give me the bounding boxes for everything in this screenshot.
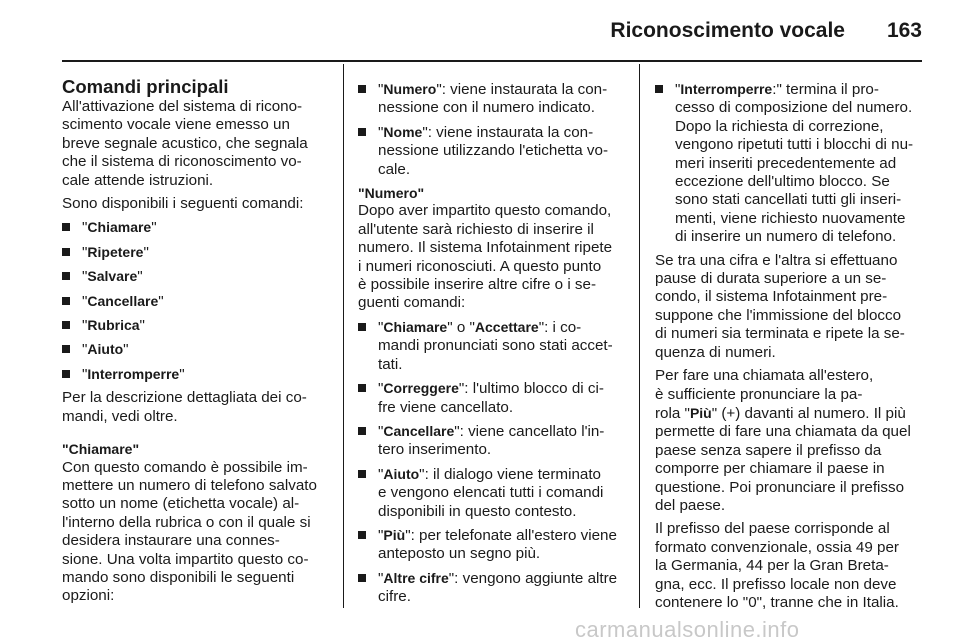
text-line: l'interno della rubrica o con il quale si: [62, 513, 311, 531]
text-line: breve segnale acustico, che segnala: [62, 134, 308, 152]
command-item: "Chiamare": [62, 218, 328, 237]
text-line: è sufficiente pronunciare la pa-: [655, 385, 863, 403]
bullet-icon: [62, 370, 70, 378]
text-line: suppone che l'immissione del blocco: [655, 306, 902, 324]
section-heading: Comandi principali: [62, 76, 229, 97]
bullet-icon: [62, 223, 70, 231]
text-line: Per fare una chiamata all'estero,: [655, 367, 874, 385]
column-1: [62, 76, 328, 606]
bullet-icon: [358, 574, 366, 582]
section-title: Riconoscimento vocale: [610, 19, 845, 42]
text-line: la Germania, 44 per la Gran Breta-: [655, 557, 889, 575]
bullet-icon: [62, 248, 70, 256]
text-line: Per la descrizione dettagliata dei co-: [62, 389, 307, 407]
command-item: "Salvare": [62, 267, 328, 286]
text-line: condo, il sistema Infotainment pre-: [655, 288, 888, 306]
subsection-heading: "Numero": [358, 185, 425, 202]
text-line: gna, ecc. Il prefisso locale non deve: [655, 575, 897, 593]
text-line: cale attende istruzioni.: [62, 171, 214, 189]
bullet-icon: [62, 345, 70, 353]
command-item: "Aiuto": [62, 340, 328, 359]
text-line: desidera instaurare una connes-: [62, 532, 280, 550]
option-item: "Numero": viene instaurata la con- nessione con il numero indicato.: [358, 80, 624, 118]
page-number: 163: [886, 19, 922, 42]
text-line: mettere un numero di telefono salvato: [62, 476, 317, 494]
command-item: "Ripetere": [62, 243, 328, 262]
command-item: "Rubrica": [62, 316, 328, 335]
column-divider-1: [343, 64, 344, 608]
option-item: "Aiuto": il dialogo viene terminato e vengono elencati tutti i comandi disponibili in questo contesto.: [358, 465, 624, 521]
text-line: Dopo aver impartito questo comando,: [358, 202, 612, 220]
column-3: [655, 80, 923, 612]
text-line: pause di durata superiore a un se-: [655, 270, 887, 288]
option-item: "Nome": viene instaurata la con- nessione utilizzando l'etichetta vo- cale.: [358, 123, 624, 179]
option-item: "Chiamare" o "Accettare": i co- mandi pronunciati sono stati accet- tati.: [358, 318, 624, 374]
text-line: opzioni:: [62, 587, 115, 605]
text-line: scimento vocale viene emesso un: [62, 116, 290, 134]
text-line: all'utente sarà richiesto di inserire il: [358, 220, 594, 238]
text-line: mando sono disponibili le seguenti: [62, 568, 295, 586]
text-line: Sono disponibili i seguenti comandi:: [62, 195, 304, 213]
text-line: paese senza sapere il prefisso da: [655, 441, 882, 459]
text-line: di numeri sia terminata e ripete la se-: [655, 325, 905, 343]
text-line: contenere lo "0", tranne che in Italia.: [655, 593, 899, 611]
text-line: è possibile inserire altre cifre o i se-: [358, 276, 597, 294]
bullet-icon: [358, 384, 366, 392]
page-header: [62, 18, 922, 48]
text-line: sione. Una volta impartito questo co-: [62, 550, 309, 568]
bullet-icon: [358, 128, 366, 136]
command-item: "Cancellare": [62, 292, 328, 311]
text-line: questione. Poi pronunciare il prefisso: [655, 478, 905, 496]
text-line: i numeri riconosciuti. A questo punto: [358, 257, 602, 275]
text-line: quenza di numeri.: [655, 343, 776, 361]
text-line: rola "Più" (+) davanti al numero. Il più: [655, 404, 906, 422]
bullet-icon: [358, 470, 366, 478]
bullet-icon: [358, 531, 366, 539]
text-line: Con questo comando è possibile im-: [62, 458, 308, 476]
text-line: permette di fare una chiamata da quel: [655, 423, 911, 441]
option-item: "Altre cifre": vengono aggiunte altre cifre.: [358, 569, 624, 607]
text-line: Se tra una cifra e l'altra si effettuano: [655, 251, 898, 269]
command-item: "Interromperre": [62, 365, 328, 384]
text-line: numero. Il sistema Infotainment ripete: [358, 239, 613, 257]
text-line: All'attivazione del sistema di ricono-: [62, 98, 303, 115]
text-line: sotto un nome (etichetta vocale) al-: [62, 495, 300, 513]
bullet-icon: [358, 427, 366, 435]
option-item: "Più": per telefonate all'estero viene anteposto un segno più.: [358, 526, 624, 564]
bullet-icon: [62, 272, 70, 280]
text-line: guenti comandi:: [358, 294, 466, 312]
option-item: "Interromperre:" termina il pro- cesso di composizione del numero. Dopo la richiesta di correzione, vengono ripetuti tutti i blocchi di nu- meri inseriti precedentemente ad eccezione dell'ultimo blocco. Se sono stati cancellati tutti gli inseri- menti, viene richiesto nuovamente di inserire un numero di telefono.: [655, 80, 923, 247]
text-line: mandi, vedi oltre.: [62, 407, 178, 425]
option-item: "Cancellare": viene cancellato l'in- tero inserimento.: [358, 422, 624, 460]
column-divider-2: [639, 64, 640, 608]
text-line: Il prefisso del paese corrisponde al: [655, 520, 890, 538]
text-line: del paese.: [655, 496, 726, 514]
bullet-icon: [358, 85, 366, 93]
header-rule: [62, 60, 922, 62]
option-item: "Correggere": l'ultimo blocco di ci- fre viene cancellato.: [358, 379, 624, 417]
subsection-heading: "Chiamare": [62, 441, 140, 458]
text-line: comporre per chiamare il paese in: [655, 460, 885, 478]
text-line: che il sistema di riconoscimento vo-: [62, 153, 302, 171]
watermark: carmanualsonline.info: [575, 617, 800, 642]
bullet-icon: [358, 323, 366, 331]
bullet-icon: [62, 297, 70, 305]
bullet-icon: [62, 321, 70, 329]
text-line: formato convenzionale, ossia 49 per: [655, 538, 899, 556]
bullet-icon: [655, 85, 663, 93]
column-2: [358, 80, 624, 607]
